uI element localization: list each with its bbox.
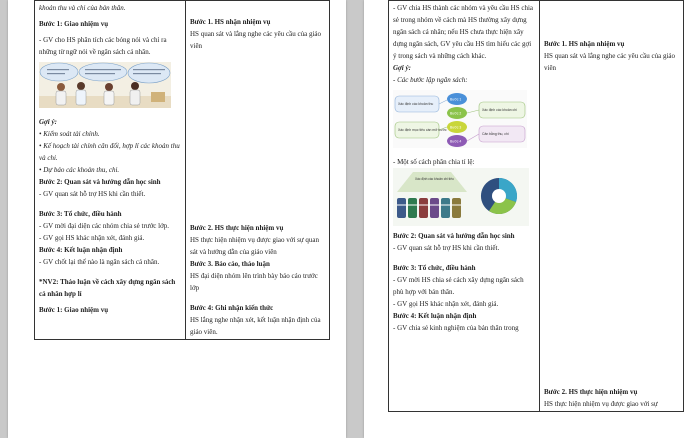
group-task-desc: - GV chia HS thành các nhóm và yêu cầu HS chia sẻ trong nhóm về cách mà HS thường xây dựng ngân sách cá nhân; nếu HS chưa thực hiện xây dựng ngân sách, GV yêu cầu HS tìm hiểu các gợi ý trong sách và những cách khác. <box>393 4 534 60</box>
bubble-4: Cân bằng thu, chi <box>482 132 509 136</box>
step3-title: Bước 3: Tổ chức, điều hành <box>393 264 476 272</box>
step3-desc-2: - GV gọi HS khác nhận xét, đánh giá. <box>393 300 499 308</box>
teacher-activity-cell <box>35 1 186 340</box>
bubble-1: Xác định các khoản thu <box>398 102 434 106</box>
student-step2-title: Bước 2. HS thực hiện nhiệm vụ <box>190 224 284 232</box>
steps-label: - Các bước lập ngân sách: <box>393 76 468 84</box>
student-activity-cell <box>540 1 684 412</box>
jars-title: Xác định các khoản chi tiêu <box>415 177 454 181</box>
division-label: - Một số cách phân chia tỉ lệ: <box>393 158 475 166</box>
student-step4-desc: HS lắng nghe nhận xét, kết luận nhận định của giáo viên. <box>190 316 321 336</box>
student-step4-title: Bước 4: Ghi nhận kiến thức <box>190 304 274 312</box>
circle-2: Bước 2 <box>450 111 462 116</box>
step3-title: Bước 3: Tổ chức, điều hành <box>39 210 122 218</box>
suggest-item-2: • Kế hoạch tài chính cân đối, hợp lí các khoản thu và chi. <box>39 142 180 162</box>
student-step2-desc: HS thực hiện nhiệm vụ được giao với sự quan sát và hướng dẫn của giáo viên <box>190 236 320 256</box>
circle-3: Bước 3 <box>450 125 462 130</box>
suggest-item-1: • Kiểm soát tài chính. <box>39 130 100 138</box>
budget-steps-diagram <box>393 90 535 148</box>
nv2-title: *NV2: Thảo luận về cách xây dựng ngân sách cá nhân hợp lí <box>39 278 176 298</box>
student-step1-desc: HS quan sát và lắng nghe các yêu cầu của giáo viên <box>190 30 322 50</box>
step4-desc: - GV chốt lại thế nào là ngân sách cá nhân. <box>39 258 160 266</box>
suggest-title: Gợi ý: <box>39 118 57 126</box>
step2-desc: - GV quan sát hỗ trợ HS khi cần thiết. <box>39 190 146 198</box>
student-step3-title: Bước 3. Báo cáo, thảo luận <box>190 260 270 268</box>
student-step2-title: Bước 2. HS thực hiện nhiệm vụ <box>544 388 638 396</box>
nv2-step1-title: Bước 1: Giao nhiệm vụ <box>39 306 109 314</box>
suggest-item-3: • Dự báo các khoản thu, chi. <box>39 166 120 174</box>
step1-title: Bước 1: Giao nhiệm vụ <box>39 20 109 28</box>
step3-desc-2: - GV gọi HS khác nhận xét, đánh giá. <box>39 234 145 242</box>
document-page-left <box>8 0 346 438</box>
student-step1-title: Bước 1. HS nhận nhiệm vụ <box>190 18 271 26</box>
step3-desc-1: - GV mời đại diện các nhóm chia sẻ trước lớp. <box>39 222 170 230</box>
teacher-activity-cell <box>389 1 540 412</box>
step4-title: Bước 4: Kết luận nhận định <box>393 312 477 320</box>
student-step1-desc: HS quan sát và lắng nghe các yêu cầu của giáo viên <box>544 52 676 72</box>
jars-diagram <box>393 168 535 226</box>
circle-1: Bước 1 <box>450 97 462 102</box>
bubble-3: Xác định các khoản chi <box>482 108 517 112</box>
document-page-right <box>364 0 700 438</box>
step1-desc: - GV cho HS phân tích các bóng nói và chỉ ra những từ ngữ nói về ngân sách cá nhân. <box>39 36 167 56</box>
step2-title: Bước 2: Quan sát và hướng dẫn học sinh <box>393 232 515 240</box>
top-text: khoản thu và chi của bản thân. <box>39 4 126 12</box>
speech-bubbles-illustration <box>39 62 181 108</box>
bubble-2: Xác định mục tiêu cần mở trước <box>398 128 447 132</box>
step2-desc: - GV quan sát hỗ trợ HS khi cần thiết. <box>393 244 500 252</box>
student-step3-desc: HS đại diện nhóm lên trình bày báo cáo trước lớp <box>190 272 318 292</box>
student-step2-desc: HS thực hiện nhiệm vụ được giao với sự <box>544 400 658 408</box>
student-step1-title: Bước 1. HS nhận nhiệm vụ <box>544 40 625 48</box>
student-activity-cell <box>186 1 330 340</box>
suggest-title: Gợi ý: <box>393 64 411 72</box>
step4-title: Bước 4: Kết luận nhận định <box>39 246 123 254</box>
lesson-table-left <box>34 0 330 340</box>
lesson-table-right <box>388 0 684 412</box>
step3-desc-1: - GV mời HS chia sẻ cách xây dựng ngân sách phù hợp với bản thân. <box>393 276 524 296</box>
circle-4: Bước 4 <box>450 139 462 144</box>
step4-desc: - GV chia sẻ kinh nghiệm của bản thân trong <box>393 324 519 332</box>
step2-title: Bước 2: Quan sát và hướng dẫn học sinh <box>39 178 161 186</box>
